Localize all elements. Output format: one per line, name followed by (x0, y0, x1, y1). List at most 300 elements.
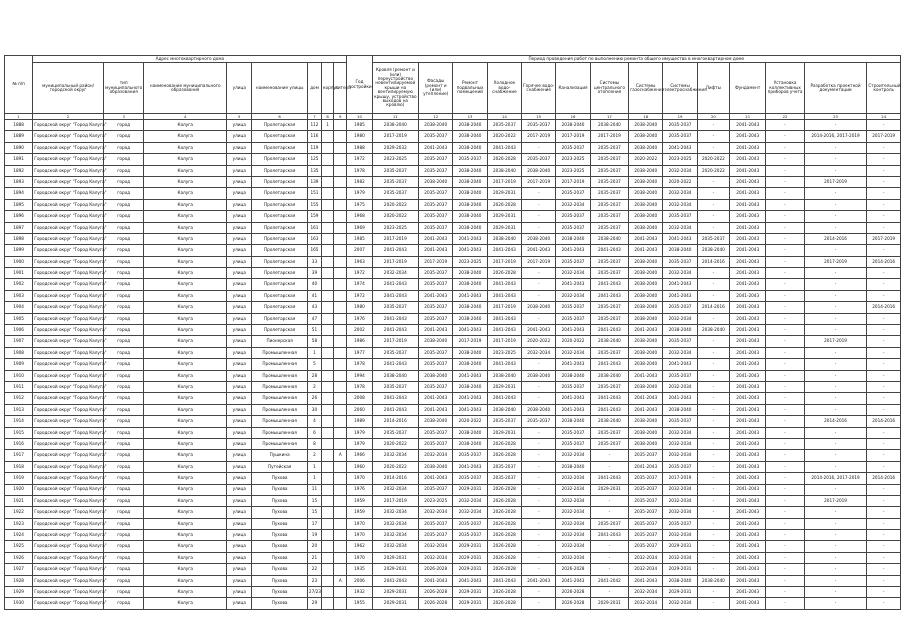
gas-cell: 2041-2043 (629, 575, 663, 586)
heating-cell: - (590, 587, 628, 598)
elevator-cell: - (697, 131, 729, 142)
street-type-cell: улица (227, 359, 252, 370)
table-row (5, 347, 901, 358)
basement-cell: 2038-2040 (453, 120, 487, 131)
street-name-cell: Пролетарская (252, 302, 308, 313)
row-number: 1920 (5, 484, 33, 495)
district-cell: Городской округ "Город Калуга" (33, 507, 104, 518)
street-type-cell: улица (227, 450, 252, 461)
design-docs-cell: - (804, 279, 867, 290)
street-type-cell: улица (227, 530, 252, 541)
roof-cell: 2017-2019 (372, 256, 418, 267)
letter-cell (334, 222, 347, 233)
year-built-cell: 1970 (347, 552, 372, 563)
facade-cell: 2041-2043 (419, 142, 453, 153)
street-name-cell: Пролетарская (252, 142, 308, 153)
elevator-cell: - (697, 564, 729, 575)
district-cell: Городской округ "Город Калуга" (33, 416, 104, 427)
construction-control-cell: - (867, 461, 901, 472)
electric-cell: 2023-2025 (663, 154, 697, 165)
hot-water-cell: 2035-2037 (522, 416, 556, 427)
mo-name-cell: Калуга (144, 268, 227, 279)
building-cell (322, 279, 334, 290)
district-cell: Городской округ "Город Калуга" (33, 450, 104, 461)
mo-type-cell: город (103, 450, 143, 461)
elevator-cell: 2014-2016 (697, 256, 729, 267)
basement-cell: 2041-2043 (453, 325, 487, 336)
electric-cell: 2017-2019 (663, 473, 697, 484)
hot-water-cell: - (522, 279, 556, 290)
mo-type-cell: город (103, 530, 143, 541)
heating-cell: 2038-2040 (590, 120, 628, 131)
street-name-cell: Пролетарская (252, 279, 308, 290)
construction-control-cell: - (867, 245, 901, 256)
facade-cell: 2017-2019 (419, 256, 453, 267)
hot-water-cell: - (522, 530, 556, 541)
foundation-cell: 2041-2043 (730, 233, 766, 244)
sewerage-cell: 2023-2025 (556, 165, 590, 176)
facade-cell: 2032-2034 (419, 507, 453, 518)
row-number: 1904 (5, 302, 33, 313)
electric-cell: 2035-2037 (663, 461, 697, 472)
district-cell: Городской округ "Город Калуга" (33, 347, 104, 358)
letter-cell (334, 347, 347, 358)
building-cell (322, 541, 334, 552)
foundation-cell: 2041-2043 (730, 120, 766, 131)
column-number: 22 (766, 114, 804, 120)
house-cell: 15 (307, 507, 321, 518)
hot-water-cell: 2038-2040 (522, 370, 556, 381)
design-docs-cell: - (804, 564, 867, 575)
gas-cell: 2038-2040 (629, 120, 663, 131)
year-built-cell: 1976 (347, 484, 372, 495)
row-number: 1922 (5, 507, 33, 518)
meters-cell: - (766, 416, 804, 427)
design-docs-cell: - (804, 359, 867, 370)
cold-water-cell: 2017-2019 (487, 256, 521, 267)
building-cell (322, 427, 334, 438)
foundation-cell: 2041-2043 (730, 199, 766, 210)
street-name-cell: Пухова (252, 587, 308, 598)
hot-water-cell: - (522, 142, 556, 153)
cold-water-cell: 2041-2043 (487, 393, 521, 404)
district-cell: Городской округ "Город Калуга" (33, 290, 104, 301)
mo-name-cell: Калуга (144, 256, 227, 267)
col-header: тип муниципального образования (103, 63, 143, 114)
gas-cell: 2038-2040 (629, 142, 663, 153)
gas-cell: 2038-2040 (629, 427, 663, 438)
table-row (5, 518, 901, 529)
mo-name-cell: Калуга (144, 416, 227, 427)
electric-cell: 2035-2037 (663, 370, 697, 381)
col-header: Ремонт подвальных помещений (453, 63, 487, 114)
foundation-cell: 2041-2043 (730, 336, 766, 347)
electric-cell: 2041-2043 (663, 279, 697, 290)
district-cell: Городской округ "Город Калуга" (33, 165, 104, 176)
hot-water-cell: 2038-2040 (522, 302, 556, 313)
heating-cell: 2029-2031 (590, 598, 628, 609)
table-row (5, 142, 901, 153)
cold-water-cell: 2041-2043 (487, 279, 521, 290)
cold-water-cell: 2035-2037 (487, 473, 521, 484)
gas-cell: 2035-2037 (629, 484, 663, 495)
foundation-cell: 2041-2043 (730, 279, 766, 290)
header-group-row (5, 56, 901, 63)
facade-cell: 2041-2043 (419, 473, 453, 484)
cold-water-cell: 2017-2019 (487, 336, 521, 347)
meters-cell: - (766, 507, 804, 518)
foundation-cell: 2041-2043 (730, 176, 766, 187)
facade-cell: 2023-2025 (419, 495, 453, 506)
cold-water-cell: 2026-2028 (487, 507, 521, 518)
hot-water-cell: 2041-2043 (522, 325, 556, 336)
basement-cell: 2038-2040 (453, 188, 487, 199)
row-number: 1930 (5, 598, 33, 609)
facade-cell: 2032-2034 (419, 552, 453, 563)
col-header: Установка коллективных приборов учета (766, 63, 804, 114)
year-built-cell: 1962 (347, 541, 372, 552)
facade-cell: 2041-2043 (419, 404, 453, 415)
street-name-cell: Пролетарская (252, 199, 308, 210)
row-number: 1892 (5, 165, 33, 176)
facade-cell: 2026-2028 (419, 564, 453, 575)
house-cell: 116 (307, 131, 321, 142)
house-cell: 5 (307, 359, 321, 370)
mo-name-cell: Калуга (144, 176, 227, 187)
roof-cell: 2032-2034 (372, 530, 418, 541)
sewerage-cell: 2017-2019 (556, 131, 590, 142)
row-number: 1924 (5, 530, 33, 541)
column-number: 7 (307, 114, 321, 120)
mo-name-cell: Калуга (144, 484, 227, 495)
elevator-cell: - (697, 188, 729, 199)
basement-cell: 2032-2034 (453, 495, 487, 506)
year-built-cell: 1968 (347, 211, 372, 222)
gas-cell: 2038-2040 (629, 131, 663, 142)
row-number: 1899 (5, 245, 33, 256)
district-cell: Городской округ "Город Калуга" (33, 233, 104, 244)
district-cell: Городской округ "Город Калуга" (33, 211, 104, 222)
table-row (5, 165, 901, 176)
design-docs-cell: - (804, 552, 867, 563)
foundation-cell: 2041-2043 (730, 473, 766, 484)
district-cell: Городской округ "Город Калуга" (33, 484, 104, 495)
meters-cell: - (766, 142, 804, 153)
cold-water-cell: 2026-2028 (487, 268, 521, 279)
street-type-cell: улица (227, 495, 252, 506)
year-built-cell: 1972 (347, 154, 372, 165)
mo-type-cell: город (103, 393, 143, 404)
meters-cell: - (766, 552, 804, 563)
cold-water-cell: 2041-2043 (487, 575, 521, 586)
foundation-cell: 2041-2043 (730, 416, 766, 427)
mo-type-cell: город (103, 245, 143, 256)
design-docs-cell: - (804, 325, 867, 336)
letter-cell (334, 256, 347, 267)
house-cell: 161 (307, 222, 321, 233)
cold-water-cell: 2026-2028 (487, 484, 521, 495)
basement-cell: 2038-2040 (453, 131, 487, 142)
street-type-cell: улица (227, 233, 252, 244)
house-cell: 11 (307, 484, 321, 495)
sewerage-cell: 2035-2037 (556, 256, 590, 267)
foundation-cell: 2041-2043 (730, 256, 766, 267)
district-cell: Городской округ "Город Калуга" (33, 381, 104, 392)
roof-cell: 2035-2037 (372, 347, 418, 358)
table-row (5, 507, 901, 518)
construction-control-cell: 2014-2016 (867, 302, 901, 313)
design-docs-cell: - (804, 484, 867, 495)
meters-cell: - (766, 188, 804, 199)
table-row (5, 154, 901, 165)
year-built-cell: 1985 (347, 233, 372, 244)
letter-cell (334, 165, 347, 176)
foundation-cell: 2041-2043 (730, 393, 766, 404)
construction-control-cell: - (867, 279, 901, 290)
col-header: Канализация (556, 63, 590, 114)
basement-cell: 2032-2034 (453, 507, 487, 518)
house-cell: 27/23 (307, 587, 321, 598)
sewerage-cell: 2020-2022 (556, 336, 590, 347)
basement-cell: 2038-2040 (453, 347, 487, 358)
street-name-cell: Пухова (252, 484, 308, 495)
mo-type-cell: город (103, 370, 143, 381)
roof-cell: 2041-2043 (372, 575, 418, 586)
mo-type-cell: город (103, 564, 143, 575)
district-cell: Городской округ "Город Калуга" (33, 302, 104, 313)
basement-cell: 2041-2043 (453, 370, 487, 381)
elevator-cell: 2020-2022 (697, 165, 729, 176)
mo-name-cell: Калуга (144, 131, 227, 142)
electric-cell: 2041-2043 (663, 233, 697, 244)
letter-cell: А (334, 575, 347, 586)
elevator-cell: - (697, 370, 729, 381)
district-cell: Городской округ "Город Калуга" (33, 188, 104, 199)
electric-cell: 2032-2034 (663, 313, 697, 324)
sewerage-cell: 2032-2034 (556, 518, 590, 529)
street-type-cell: улица (227, 279, 252, 290)
street-type-cell: улица (227, 564, 252, 575)
meters-cell: - (766, 131, 804, 142)
house-cell: 41 (307, 290, 321, 301)
gas-cell: 2038-2040 (629, 381, 663, 392)
row-number: 1909 (5, 359, 33, 370)
street-name-cell: Пролетарская (252, 290, 308, 301)
street-name-cell: Пролетарская (252, 325, 308, 336)
mo-name-cell: Калуга (144, 564, 227, 575)
street-name-cell: Пролетарская (252, 313, 308, 324)
row-number: 1917 (5, 450, 33, 461)
construction-control-cell: - (867, 154, 901, 165)
hot-water-cell: - (522, 393, 556, 404)
elevator-cell: - (697, 404, 729, 415)
mo-type-cell: город (103, 587, 143, 598)
meters-cell: - (766, 370, 804, 381)
roof-cell: 2041-2043 (372, 279, 418, 290)
mo-name-cell: Калуга (144, 575, 227, 586)
col-header: Системы электроснабжения (663, 63, 697, 114)
facade-cell: 2035-2037 (419, 222, 453, 233)
letter-cell (334, 598, 347, 609)
mo-name-cell: Калуга (144, 188, 227, 199)
street-name-cell: Пухова (252, 518, 308, 529)
elevator-cell: - (697, 199, 729, 210)
mo-type-cell: город (103, 336, 143, 347)
electric-cell: 2038-2040 (663, 404, 697, 415)
letter-cell (334, 188, 347, 199)
basement-cell: 2041-2043 (453, 575, 487, 586)
design-docs-cell: - (804, 450, 867, 461)
column-number: 5 (227, 114, 252, 120)
cold-water-cell: 2023-2025 (487, 347, 521, 358)
building-cell (322, 587, 334, 598)
building-cell (322, 211, 334, 222)
column-number: 3 (103, 114, 143, 120)
meters-cell: - (766, 302, 804, 313)
mo-type-cell: город (103, 131, 143, 142)
street-type-cell: улица (227, 427, 252, 438)
row-number: 1918 (5, 461, 33, 472)
gas-cell: 2041-2043 (629, 404, 663, 415)
roof-cell: 2020-2022 (372, 461, 418, 472)
house-cell: 112 (307, 120, 321, 131)
hot-water-cell: - (522, 541, 556, 552)
street-name-cell: Пролетарская (252, 154, 308, 165)
heating-cell: 2017-2019 (590, 131, 628, 142)
heating-cell: 2035-2037 (590, 188, 628, 199)
gas-cell: 2038-2040 (629, 359, 663, 370)
row-number: 1919 (5, 473, 33, 484)
district-cell: Городской округ "Город Калуга" (33, 495, 104, 506)
building-cell (322, 336, 334, 347)
gas-cell: 2032-2034 (629, 552, 663, 563)
house-cell: 125 (307, 154, 321, 165)
design-docs-cell: 2014-2016 (804, 233, 867, 244)
column-number: 6 (252, 114, 308, 120)
building-cell (322, 245, 334, 256)
facade-cell: 2038-2040 (419, 370, 453, 381)
mo-type-cell: город (103, 427, 143, 438)
column-number: 18 (629, 114, 663, 120)
foundation-cell: 2041-2043 (730, 598, 766, 609)
design-docs-cell: - (804, 290, 867, 301)
col-header: Холодное водо-снабжение (487, 63, 521, 114)
meters-cell: - (766, 598, 804, 609)
basement-cell: 2038-2040 (453, 313, 487, 324)
facade-cell: 2038-2040 (419, 461, 453, 472)
year-built-cell: 1988 (347, 142, 372, 153)
sewerage-cell: 2026-2028 (556, 598, 590, 609)
design-docs-cell: - (804, 575, 867, 586)
table-row (5, 564, 901, 575)
hot-water-cell: 2035-2037 (522, 120, 556, 131)
facade-cell: 2035-2037 (419, 381, 453, 392)
row-number: 1896 (5, 211, 33, 222)
street-name-cell: Пролетарская (252, 233, 308, 244)
row-number: 1910 (5, 370, 33, 381)
house-cell: 28 (307, 370, 321, 381)
house-cell: 6 (307, 427, 321, 438)
table-row (5, 370, 901, 381)
row-number: 1903 (5, 290, 33, 301)
mo-type-cell: город (103, 473, 143, 484)
construction-control-cell: - (867, 359, 901, 370)
gas-cell: 2032-2034 (629, 598, 663, 609)
district-cell: Городской округ "Город Калуга" (33, 541, 104, 552)
foundation-cell: 2041-2043 (730, 450, 766, 461)
elevator-cell: - (697, 120, 729, 131)
foundation-cell: 2041-2043 (730, 404, 766, 415)
building-cell (322, 325, 334, 336)
year-built-cell: 1972 (347, 290, 372, 301)
street-name-cell: Промышленная (252, 427, 308, 438)
mo-type-cell: город (103, 302, 143, 313)
table-row (5, 199, 901, 210)
meters-cell: - (766, 495, 804, 506)
letter-cell (334, 336, 347, 347)
sewerage-cell: 2017-2019 (556, 176, 590, 187)
street-type-cell: улица (227, 416, 252, 427)
house-cell: 29 (307, 598, 321, 609)
letter-cell (334, 416, 347, 427)
design-docs-cell: - (804, 530, 867, 541)
column-number: 1 (5, 114, 33, 120)
mo-type-cell: город (103, 359, 143, 370)
gas-cell: 2038-2040 (629, 313, 663, 324)
meters-cell: - (766, 381, 804, 392)
hot-water-cell: - (522, 268, 556, 279)
table-row (5, 268, 901, 279)
construction-control-cell: - (867, 222, 901, 233)
sewerage-cell: 2032-2034 (556, 495, 590, 506)
design-docs-cell: 2017-2019 (804, 336, 867, 347)
roof-cell: 2035-2037 (372, 188, 418, 199)
column-number: 21 (730, 114, 766, 120)
gas-cell: 2038-2040 (629, 211, 663, 222)
year-built-cell: 1978 (347, 381, 372, 392)
cold-water-cell: 2026-2028 (487, 199, 521, 210)
street-type-cell: улица (227, 154, 252, 165)
construction-control-cell: - (867, 325, 901, 336)
table-row (5, 313, 901, 324)
foundation-cell: 2041-2043 (730, 211, 766, 222)
mo-type-cell: город (103, 507, 143, 518)
gas-cell: 2041-2043 (629, 393, 663, 404)
foundation-cell: 2041-2043 (730, 507, 766, 518)
col-header: наименование муниципального образования (144, 63, 227, 114)
year-built-cell: 1959 (347, 507, 372, 518)
column-number: 9 (334, 114, 347, 120)
building-cell (322, 359, 334, 370)
row-number: 1915 (5, 427, 33, 438)
basement-cell: 2035-2037 (453, 518, 487, 529)
district-cell: Городской округ "Город Калуга" (33, 473, 104, 484)
mo-name-cell: Калуга (144, 427, 227, 438)
table-row (5, 575, 901, 586)
table-row (5, 438, 901, 449)
meters-cell: - (766, 279, 804, 290)
facade-cell: 2038-2040 (419, 120, 453, 131)
sewerage-cell: 2032-2034 (556, 199, 590, 210)
year-built-cell: 1979 (347, 188, 372, 199)
street-name-cell: Пухова (252, 507, 308, 518)
street-name-cell: Пухова (252, 564, 308, 575)
mo-name-cell: Калуга (144, 381, 227, 392)
roof-cell: 2035-2037 (372, 302, 418, 313)
house-cell: 151 (307, 188, 321, 199)
roof-cell: 2020-2022 (372, 438, 418, 449)
street-name-cell: Пролетарская (252, 245, 308, 256)
